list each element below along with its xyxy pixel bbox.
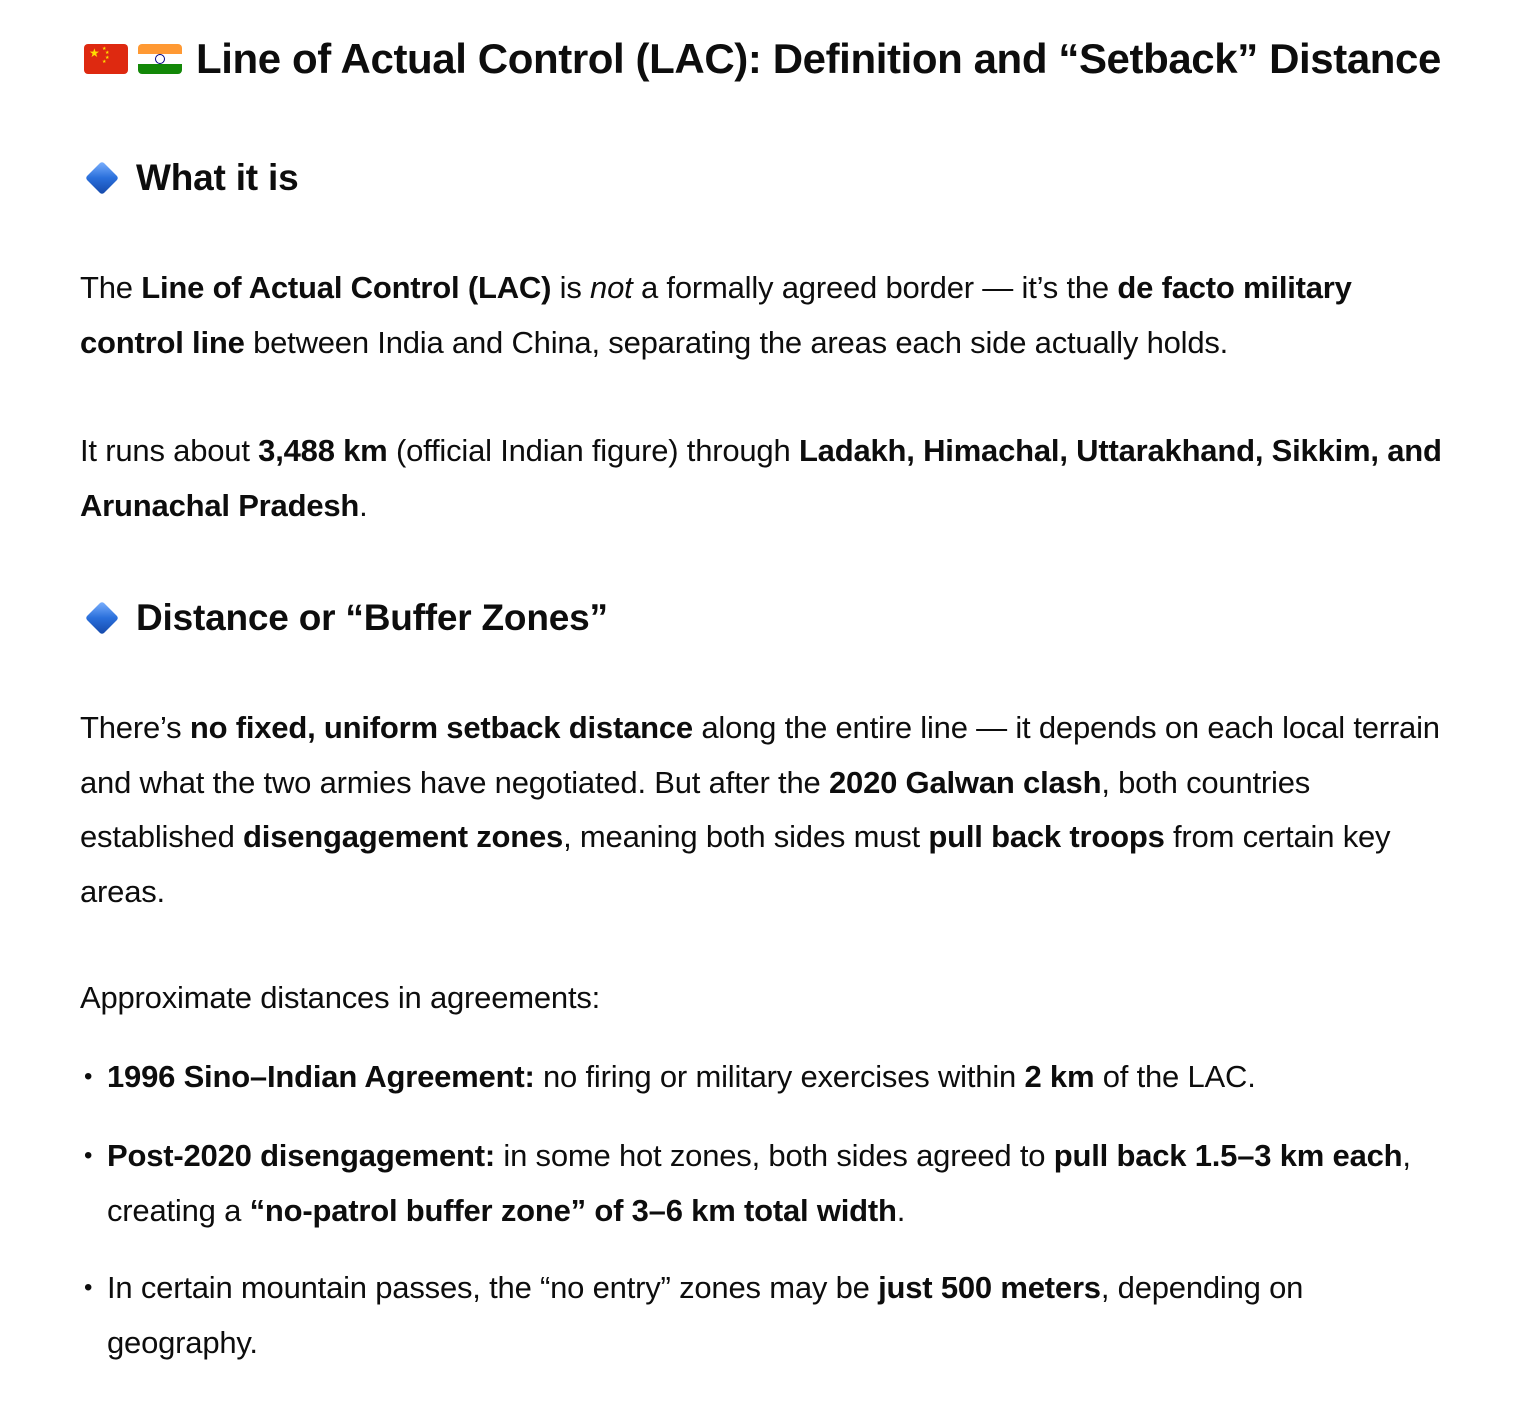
paragraph-lac-definition	[80, 261, 1460, 370]
text-run: It runs about	[80, 433, 259, 468]
bold-text: disengagement zones	[243, 819, 564, 854]
blue-diamond-icon	[85, 601, 119, 635]
text-run: a formally agreed border — it’s the	[632, 270, 1118, 305]
text-run: , both countries established	[80, 764, 1311, 854]
list-item	[80, 1129, 1460, 1238]
bold-text: just 500 meters	[878, 1270, 1101, 1305]
bold-text: Line of Actual Control (LAC)	[141, 270, 552, 305]
bullet-dot-icon: •	[84, 1274, 93, 1301]
section-heading-what-it-is	[80, 154, 1460, 202]
text-run: .	[359, 487, 368, 523]
bold-text: Ladakh, Himachal, Uttarakhand, Sikkim, and Arunachal Pradesh	[80, 433, 1442, 523]
text-run: in some hot zones, both sides agreed to	[494, 1138, 1054, 1173]
text-run: .	[896, 1192, 906, 1228]
china-flag-icon: ★ ★ ★ ★ ★	[84, 44, 128, 74]
text-run: from certain key areas.	[80, 819, 1391, 909]
text-run: , meaning both sides must	[563, 819, 929, 854]
section-heading-text: Distance or “Buffer Zones”	[136, 597, 608, 638]
page-title-text: Line of Actual Control (LAC): Definition and “Setback” Distance	[196, 35, 1441, 82]
paragraph-setback-distance	[80, 701, 1460, 919]
bold-text: pull back 1.5–3 km each	[1053, 1138, 1403, 1173]
india-flag-icon	[138, 44, 182, 74]
text-run: of the LAC.	[1094, 1059, 1256, 1094]
text-run: There’s	[80, 710, 190, 745]
bullet-dot-icon: •	[84, 1142, 93, 1169]
list-item	[80, 1261, 1460, 1370]
section-heading-text: What it is	[136, 157, 299, 198]
text-run: no firing or military exercises within	[534, 1059, 1025, 1094]
text-run: is	[551, 270, 591, 305]
page-title	[80, 30, 1460, 88]
bold-text: no fixed, uniform setback distance	[189, 710, 693, 745]
text-run: along the entire line — it depends on each local terrain and what the two armies have negotiated. But after the	[80, 710, 1440, 800]
bold-text: “no-patrol buffer zone” of 3–6 km total width	[249, 1192, 897, 1228]
text-run: between India and China, separating the areas each side actually holds.	[244, 324, 1229, 360]
bullet-dot-icon: •	[84, 1063, 93, 1090]
bold-text: de facto military control line	[80, 270, 1352, 360]
text-run: , depending on geography.	[107, 1270, 1304, 1360]
text-run: The	[80, 270, 142, 305]
list-item	[80, 1050, 1460, 1105]
paragraph-approx-distances: Approximate distances in agreements:	[80, 980, 601, 1015]
bold-text: Post-2020 disengagement:	[107, 1138, 495, 1173]
bold-text: 2020 Galwan clash	[828, 764, 1102, 800]
bold-text: 1996 Sino–Indian Agreement:	[107, 1059, 535, 1094]
italic-text: not	[590, 270, 633, 305]
paragraph-lac-length	[80, 424, 1460, 533]
bold-text: 2 km	[1024, 1059, 1095, 1094]
text-run: In certain mountain passes, the “no entry” zones may be	[107, 1270, 879, 1305]
bold-text: 3,488 km	[258, 433, 388, 468]
text-run: (official Indian figure) through	[387, 433, 799, 468]
blue-diamond-icon	[85, 161, 119, 195]
section-heading-buffer-zones	[80, 594, 1460, 642]
bold-text: pull back troops	[928, 819, 1165, 854]
text-run: , creating a	[107, 1138, 1411, 1228]
